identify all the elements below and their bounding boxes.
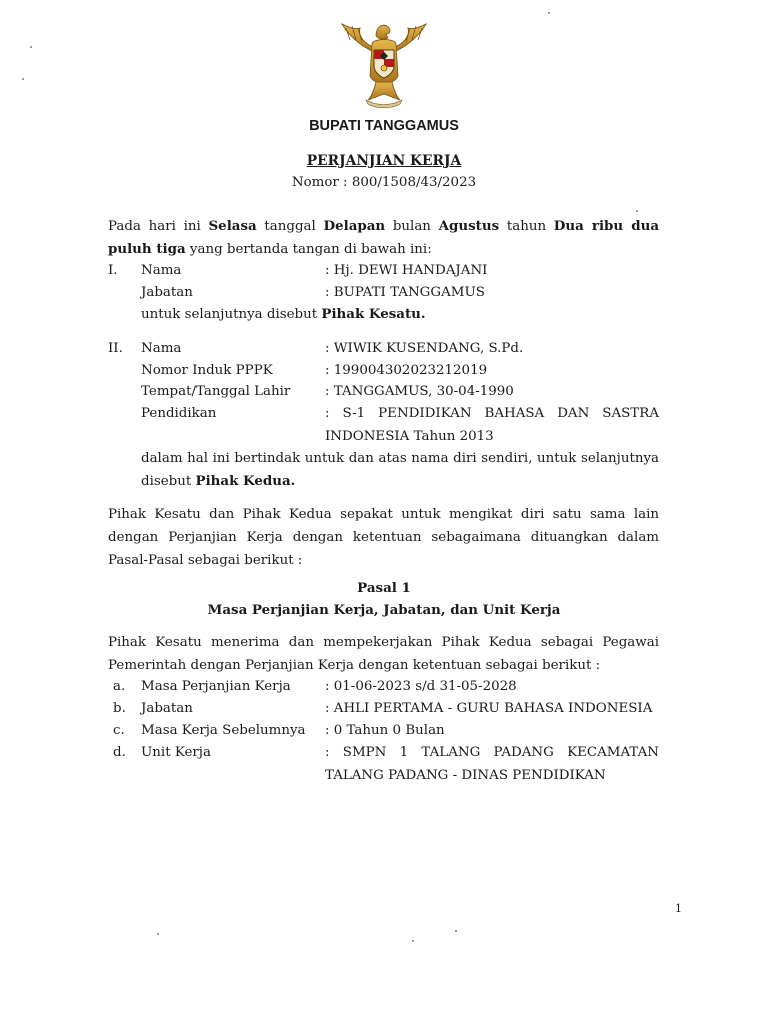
scan-speck: [157, 933, 159, 935]
scan-speck: [455, 930, 457, 932]
item-b-letter: b.: [113, 701, 126, 716]
document-number: Nomor : 800/1508/43/2023: [291, 175, 477, 190]
intro-paragraph: Pada hari ini Selasa tanggal Delapan bulan Agustus tahun Dua ribu dua puluh tiga yang bertanda tangan di bawah ini:: [108, 218, 660, 257]
party2-nip-label: Nomor Induk PPPK: [141, 363, 273, 378]
item-c-label: Masa Kerja Sebelumnya: [141, 723, 306, 738]
garuda-emblem: [336, 14, 432, 110]
party1-name-value: : Hj. DEWI HANDAJANI: [325, 263, 488, 278]
item-d-label: Unit Kerja: [141, 745, 211, 760]
article-intro: Pihak Kesatu menerima dan mempekerjakan Pihak Kedua sebagai Pegawai Pemerintah dengan Perjanjian Kerja dengan ketentuan sebagai berikut :: [108, 635, 659, 673]
institution-heading: BUPATI TANGGAMUS: [309, 118, 459, 134]
scan-speck: [30, 46, 32, 48]
item-a-letter: a.: [113, 679, 126, 694]
scan-speck: [22, 78, 24, 80]
party1-designation: untuk selanjutnya disebut Pihak Kesatu.: [141, 306, 426, 322]
party2-designation: dalam hal ini bertindak untuk dan atas nama diri sendiri, untuk selanjutnya disebut Pihak Kedua.: [141, 451, 659, 489]
party1-name-label: Nama: [141, 263, 182, 278]
party2-education-label: Pendidikan: [141, 406, 217, 421]
scan-speck: [548, 12, 550, 14]
party2-nip-value: : 199004302023212019: [325, 363, 488, 378]
party1-numeral: I.: [108, 263, 118, 278]
party2-name-value: : WIWIK KUSENDANG, S.Pd.: [325, 341, 524, 356]
party2-name-label: Nama: [141, 341, 182, 356]
party2-education-value: : S-1 PENDIDIKAN BAHASA DAN SASTRA INDONESIA Tahun 2013: [325, 406, 659, 444]
party2-birth-label: Tempat/Tanggal Lahir: [141, 384, 291, 399]
party1-position-value: : BUPATI TANGGAMUS: [325, 285, 485, 300]
article-subtitle: Masa Perjanjian Kerja, Jabatan, dan Unit Kerja: [207, 602, 561, 618]
document-title: PERJANJIAN KERJA: [306, 153, 462, 169]
scan-speck: [412, 940, 414, 942]
party2-numeral: II.: [108, 341, 123, 356]
page-number: 1: [675, 902, 682, 915]
party1-position-label: Jabatan: [141, 285, 193, 300]
item-c-value: : 0 Tahun 0 Bulan: [325, 723, 445, 738]
item-c-letter: c.: [113, 723, 125, 738]
item-a-value: : 01-06-2023 s/d 31-05-2028: [325, 679, 517, 694]
item-d-letter: d.: [113, 745, 126, 760]
article-title: Pasal 1: [357, 580, 411, 596]
scan-speck: [636, 210, 638, 212]
agreement-paragraph: Pihak Kesatu dan Pihak Kedua sepakat untuk mengikat diri satu sama lain dengan Perjanjian Kerja dengan ketentuan sebagaimana dituangkan dalam Pasal-Pasal sebagai berikut :: [108, 507, 659, 568]
party2-birth-value: : TANGGAMUS, 30-04-1990: [325, 384, 514, 399]
item-b-label: Jabatan: [141, 701, 193, 716]
item-b-value: : AHLI PERTAMA - GURU BAHASA INDONESIA: [325, 701, 653, 716]
item-a-label: Masa Perjanjian Kerja: [141, 679, 291, 694]
item-d-value: : SMPN 1 TALANG PADANG KECAMATAN TALANG PADANG - DINAS PENDIDIKAN: [325, 745, 659, 783]
